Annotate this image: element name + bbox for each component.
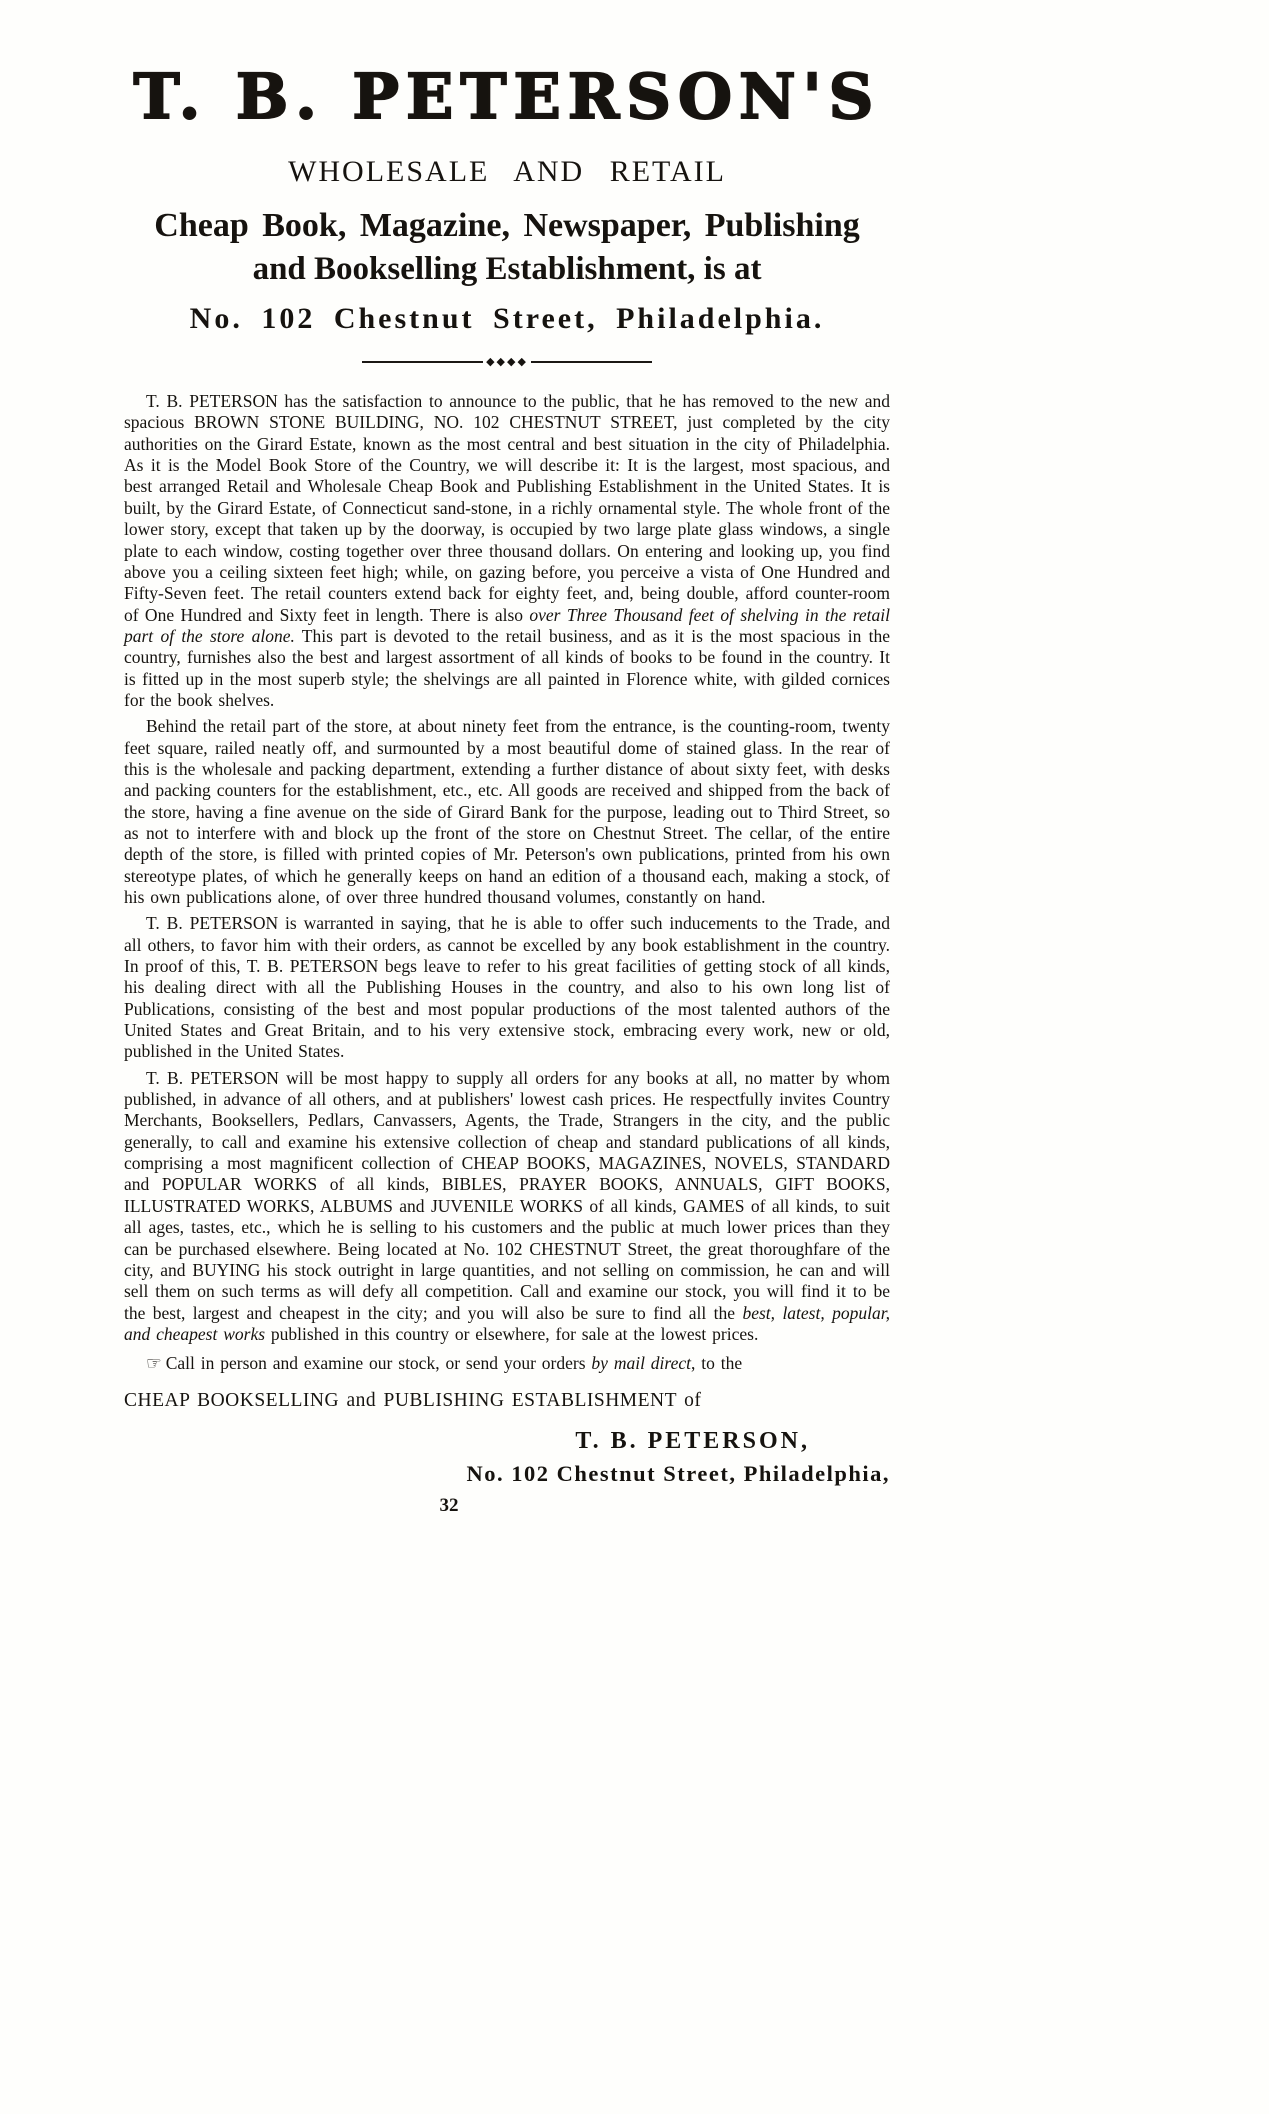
text-run: This part is devoted to the retail business, and as it is the most spacious in the country, furnishes also the best and largest assortment of all kinds of books to be found in the country. It is fitted up in the most superb style; the shelvings are all painted in Florence white, with gilded cornices for the book shelves. — [124, 625, 890, 710]
masthead — [124, 60, 890, 369]
paragraph — [124, 716, 890, 908]
page-content — [124, 0, 890, 1517]
text-run: T. B. PETERSON will be most happy to supply all orders for any books at all, no matter by whom published, in advance of all others, and at publishers' lowest cash prices. He respectfully invites Country Merchants, Booksellers, Pedlars, Canvassers, Agents, the Trade, Strangers in the city, and the public generally, to call and examine his extensive collection of cheap and standard publications of all kinds, comprising a most magnificent collection of CHEAP BOOKS, MAGAZINES, NOVELS, STANDARD and POPULAR WORKS of all kinds, BIBLES, PRAYER BOOKS, ANNUALS, GIFT BOOKS, ILLUSTRATED WORKS, ALBUMS and JUVENILE WORKS of all kinds, GAMES of all kinds, to suit all ages, tastes, etc., which he is selling to his customers and the public at much lower prices than they can be purchased elsewhere. Being located at No. 102 CHESTNUT Street, the great thoroughfare of the city, and BUYING his stock outright in large quantities, and not selling on commission, he can and will sell them on such terms as will defy all competition. Call and examine our stock, you will find it to be the best, largest and cheapest in the city; and you will also be sure to find all the — [124, 1067, 890, 1323]
masthead-subtitle: WHOLESALE AND RETAIL — [288, 155, 726, 189]
page-number: 32 — [439, 1494, 459, 1516]
divider-rule-right — [531, 361, 652, 363]
signature-address: No. 102 Chestnut Street, Philadelphia, — [466, 1460, 890, 1486]
masthead-address: No. 102 Chestnut Street, Philadelphia. — [189, 302, 825, 336]
text-run: Call in person and examine our stock, or send your orders — [165, 1353, 592, 1374]
text-run: T. B. PETERSON has the satisfaction to announce to the public, that he has removed to the new and spacious BROWN STONE BUILDING, NO. 102 CHESTNUT STREET, just completed by the city authorities on the Girard Estate, known as the most central and best situation in the city of Philadelphia. As it is the Model Book Store of the Country, we will describe it: It is the largest, most spacious, and best arranged Retail and Wholesale Cheap Book and Publishing Establishment in the United States. It is built, by the Girard Estate, of Connecticut sand-stone, in a richly ornamental style. The whole front of the lower story, except that taken up by the doorway, is occupied by two large plate glass windows, a single plate to each window, costing together over three thousand dollars. On entering and looking up, you find above you a ceiling sixteen feet high; while, on gazing before, you perceive a vista of One Hundred and Fifty-Seven feet. The retail counters extend back for eighty feet, and, being double, afford counter-room of One Hundred and Sixty feet in length. There is also — [124, 391, 890, 625]
pointing-hand-icon: ☞ — [146, 1354, 162, 1375]
ornamental-divider — [362, 356, 652, 367]
divider-rule-left — [362, 361, 483, 363]
text-run: published in this country or elsewhere, for sale at the lowest prices. — [265, 1323, 759, 1344]
paragraph — [124, 1068, 890, 1345]
italic-text-run: by mail direct — [591, 1353, 691, 1374]
body-paragraphs — [124, 391, 890, 1345]
paragraph — [124, 391, 890, 711]
masthead-headline-line1: Cheap Book, Magazine, Newspaper, Publishing — [154, 207, 860, 245]
page-title: T. B. PETERSON'S — [133, 60, 881, 133]
text-run: Behind the retail part of the store, at about ninety feet from the entrance, is the counting-room, twenty feet square, railed neatly off, and surmounted by a most beautiful dome of stained glass. In the rear of this is the wholesale and packing department, extending a further distance of about sixty feet, with desks and packing counters for the establishment, etc., etc. All goods are received and shipped from the back of the store, having a fine avenue on the side of Girard Bank for the purpose, leading out to Third Street, so as not to interfere with and block up the front of the store on Chestnut Street. The cellar, of the entire depth of the store, is filled with printed copies of Mr. Peterson's own publications, printed from his own stereotype plates, of which he generally keeps on hand an edition of a thousand each, making a stock, of his own publications alone, of over three hundred thousand volumes, constantly on hand. — [124, 716, 890, 907]
diamond-ornament-icon: ◆◆◆◆ — [486, 355, 528, 369]
establishment-line: CHEAP BOOKSELLING and PUBLISHING ESTABLISHMENT of — [124, 1389, 702, 1411]
closing-call-text — [166, 1353, 742, 1373]
text-run: T. B. PETERSON is warranted in saying, that he is able to offer such inducements to the Trade, and all others, to favor him with their orders, as cannot be excelled by any book establishment in the country. In proof of this, T. B. PETERSON begs leave to refer to his great facilities of getting stock of all kinds, his dealing direct with all the Publishing Houses in the country, and also to his own long list of Publications, consisting of the best and most popular productions of the most talented authors of the United States and Great Britain, and to his very extensive stock, embracing every work, new or old, published in the United States. — [124, 913, 890, 1062]
paragraph — [124, 913, 890, 1062]
closing-call — [124, 1353, 890, 1375]
masthead-headline-line2: and Bookselling Establishment, is at — [252, 251, 762, 288]
italic-text-run: best, latest, popular, and cheapest works — [124, 1302, 890, 1344]
signature-name: T. B. PETERSON, — [575, 1427, 810, 1454]
italic-text-run: over Three Thousand feet of shelving in the retail part of the store alone. — [124, 604, 890, 646]
text-run: , to the — [690, 1353, 743, 1374]
